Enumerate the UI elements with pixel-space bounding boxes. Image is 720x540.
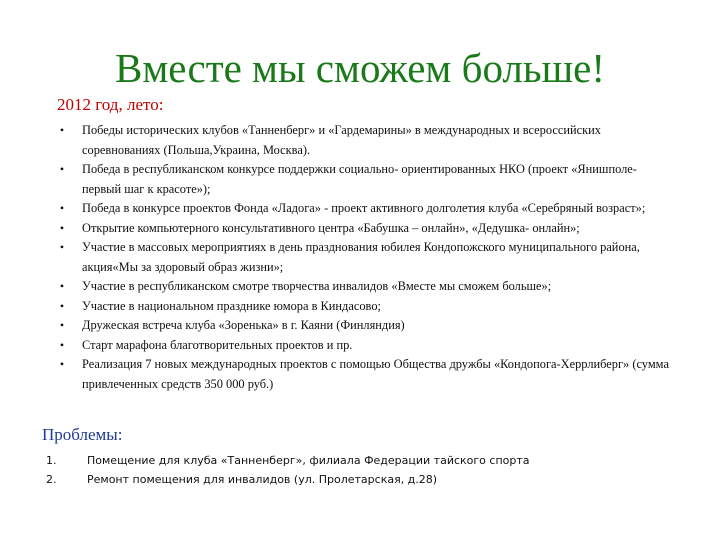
achievement-text: Дружеская встреча клуба «Зоренька» в г. Каяни (Финляндия) bbox=[82, 318, 405, 332]
achievement-item bbox=[0, 121, 720, 160]
bullet-icon: • bbox=[59, 201, 65, 215]
bullet-icon: • bbox=[59, 318, 65, 332]
bullet-icon: • bbox=[59, 337, 65, 352]
problems-heading: Проблемы: bbox=[42, 425, 123, 444]
achievement-text: Победа в республиканском конкурсе поддержки социально- ориентированных НКО (проект «Янишполе- первый шаг к красоте»); bbox=[82, 162, 637, 196]
achievement-text: Реализация 7 новых международных проектов с помощью Общества дружбы «Кондопога-Херрлиберг» (сумма привлеченных средств 350 000 руб.) bbox=[82, 357, 669, 391]
slide-title: Вместе мы сможем больше! bbox=[114, 45, 606, 91]
achievement-item bbox=[0, 199, 720, 219]
achievement-text: Победа в конкурсе проектов Фонда «Ладога» - проект активного долголетия клуба «Серебряный возраст»; bbox=[82, 201, 646, 215]
achievement-item bbox=[0, 238, 720, 277]
achievement-item bbox=[0, 316, 720, 336]
bullet-icon: • bbox=[59, 279, 65, 293]
section-date-heading: 2012 год, лето: bbox=[57, 95, 164, 114]
problem-item bbox=[0, 470, 720, 489]
achievement-text: Участие в национальном празднике юмора в Киндасово; bbox=[82, 298, 381, 313]
problem-item bbox=[0, 451, 720, 470]
bullet-icon: • bbox=[59, 240, 65, 254]
bullet-icon: • bbox=[59, 123, 65, 137]
achievement-text: Участие в массовых мероприятиях в день празднования юбилея Кондопожского муниципального района, акция«Мы за здоровый образ жизни»; bbox=[82, 240, 640, 274]
achievement-item bbox=[0, 160, 720, 199]
achievement-item bbox=[0, 297, 720, 317]
achievement-text: Старт марафона благотворительных проектов и пр. bbox=[82, 337, 353, 352]
achievements-list bbox=[0, 121, 720, 394]
achievement-item bbox=[0, 219, 720, 239]
problem-text: Помещение для клуба «Танненберг», филиала Федерации тайского спорта bbox=[87, 454, 530, 467]
bullet-icon: • bbox=[59, 298, 65, 313]
bullet-icon: • bbox=[59, 220, 65, 235]
problem-text: Ремонт помещения для инвалидов (ул. Пролетарская, д.28) bbox=[87, 473, 438, 486]
achievement-item bbox=[0, 355, 720, 394]
achievement-text: Открытие компьютерного консультативного центра «Бабушка – онлайн», «Дедушка- онлайн»; bbox=[82, 220, 580, 235]
achievement-text: Участие в республиканском смотре творчества инвалидов «Вместе мы сможем больше»; bbox=[82, 279, 552, 293]
bullet-icon: • bbox=[59, 357, 65, 371]
bullet-icon: • bbox=[59, 162, 65, 176]
problems-list bbox=[0, 451, 720, 489]
achievement-text: Победы исторических клубов «Танненберг» и «Гардемарины» в международных и всероссийских соревнованиях (Польша,Украина, Москва). bbox=[82, 123, 601, 157]
achievement-item bbox=[0, 277, 720, 297]
achievement-item bbox=[0, 336, 720, 356]
problem-number: 2. bbox=[46, 473, 57, 486]
problem-number: 1. bbox=[46, 454, 57, 467]
